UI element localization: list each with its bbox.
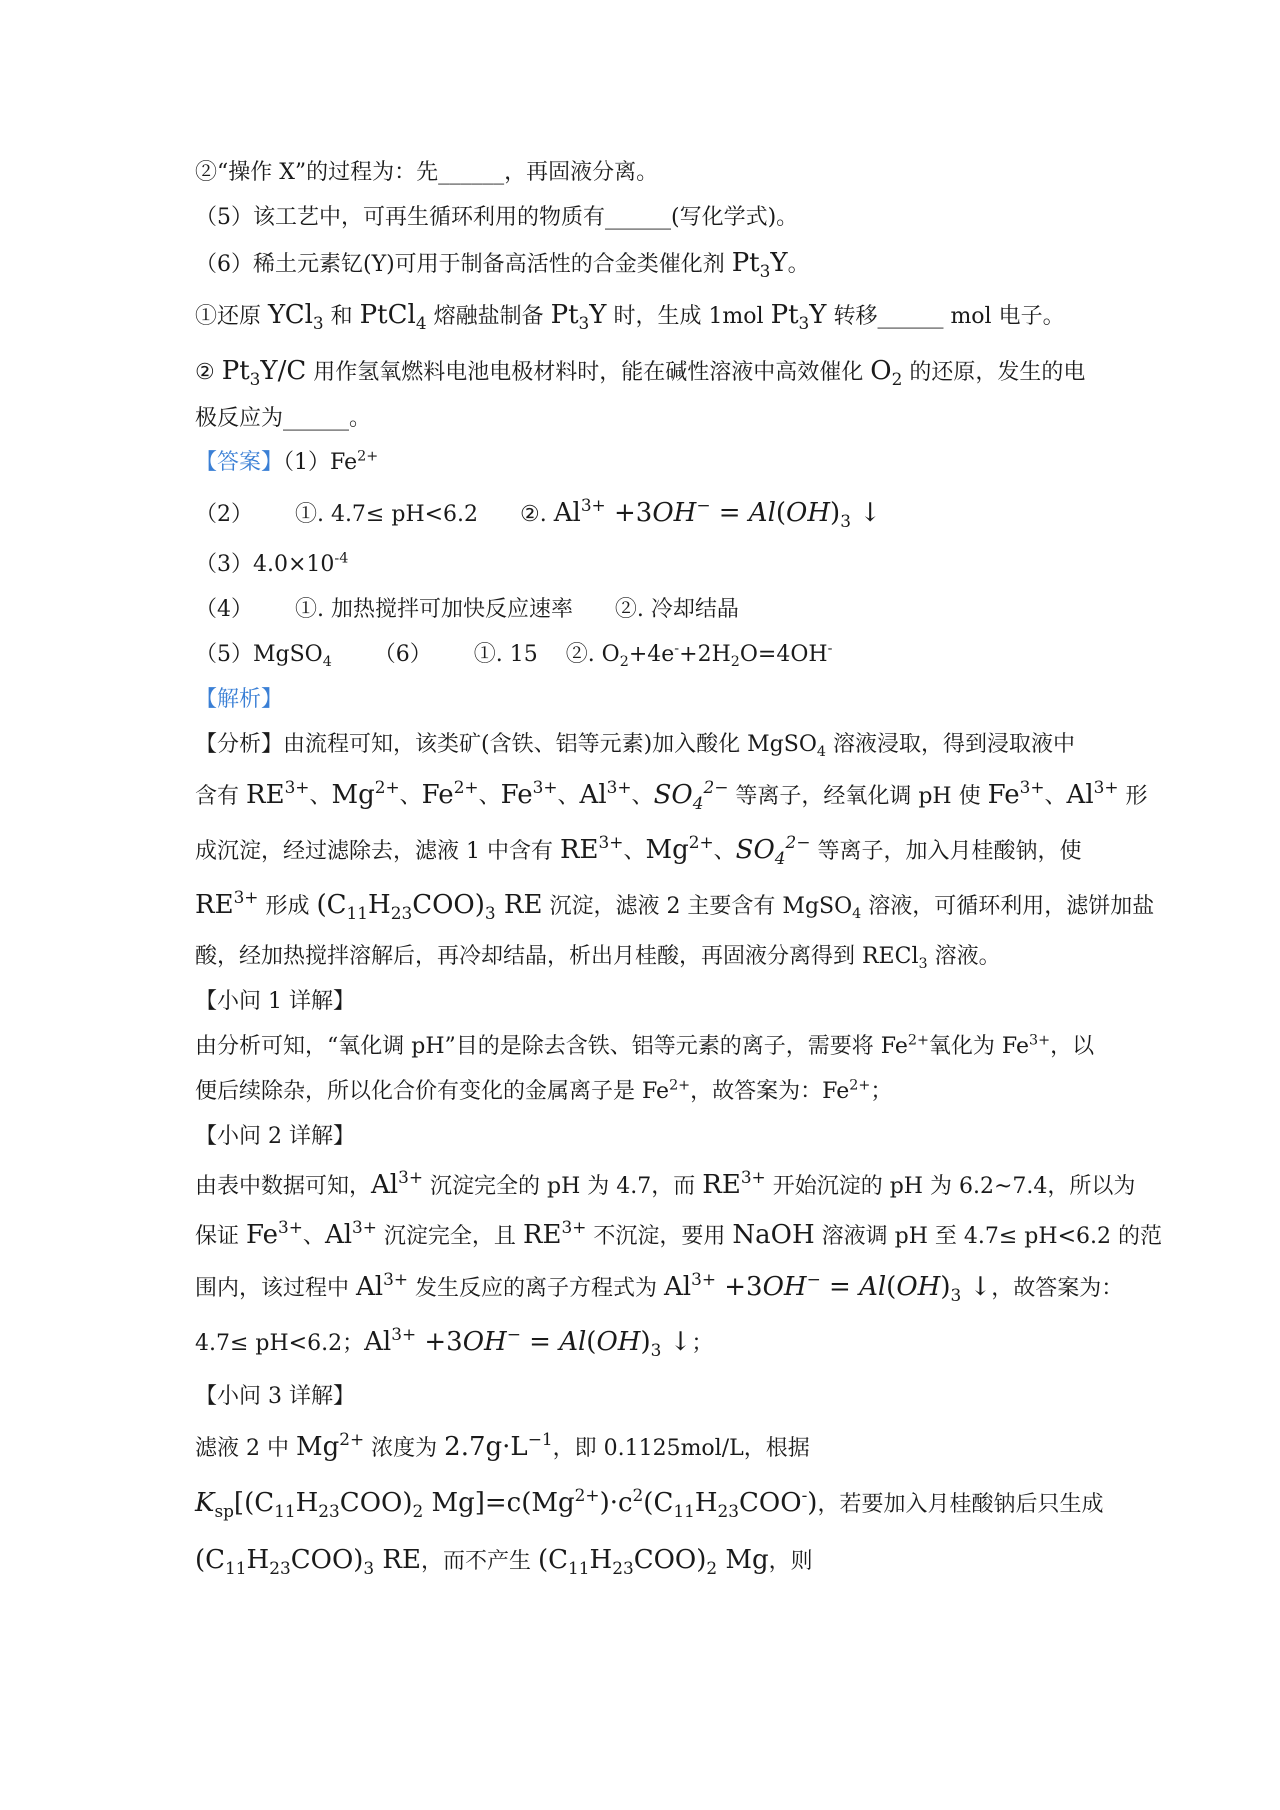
text-line: $(3)4.0\times 10^{-4}$	[195, 550, 349, 577]
text-line: 含有 $RE^{3+}$、$Mg^{2+}$、$Fe^{2+}$、$Fe^{3+}$、$Al^{3+}$、$SO_4^{2-}$ 等离子，经氧化调 pH 使 $Fe^{3+}$、$Al^{3+}$ 形	[195, 776, 1148, 813]
text-line: 极反应为______。	[195, 406, 372, 431]
text-line: 由表中数据可知，$Al^{3+}$ 沉淀完全的 pH 为 4.7，而 $RE^{3+}$ 开始沉淀的 pH 为 6.2~7.4，所以为	[195, 1166, 1136, 1200]
text-line: （5）该工艺中，可再生循环利用的物质有______(写化学式)。	[195, 205, 799, 230]
text-line: $K_{sp}[(C_{11}H_{23}COO)_2$ $Mg]=c(Mg^{2+})\cdot c^2(C_{11}H_{23}COO^-)$，若要加入月桂酸钠后只生成	[195, 1484, 1104, 1521]
text-line: 保证 $Fe^{3+}$、$Al^{3+}$ 沉淀完全，且 $RE^{3+}$ 不沉淀，要用 NaOH 溶液调 pH 至 4.7≤ pH<6.2 的范	[195, 1216, 1162, 1250]
text-line: 4.7≤ pH<6.2；$Al^{3+} +3OH^- = Al(OH)_3$ ↓；	[195, 1323, 714, 1360]
text-line: （6）稀土元素钇(Y)可用于制备高活性的合金类催化剂 $Pt_3Y$。	[195, 248, 810, 281]
text-line: （2） ①. 4.7≤ pH<6.2 ②. $Al^{3+} +3OH^- = Al(OH)_3$ ↓	[195, 494, 882, 531]
text-line: 滤液 2 中 $Mg^{2+}$ 浓度为 $2.7g\cdot L^{-1}$，即 0.1125mol/L，根据	[195, 1428, 810, 1462]
text-line: ①还原 YCl$_3$ 和 PtCl$_4$ 熔融盐制备 $Pt_3Y$ 时，生成 1mol $Pt_3Y$ 转移______ mol 电子。	[195, 300, 1065, 333]
text-line: ②“操作 X”的过程为：先______，再固液分离。	[195, 160, 659, 185]
text-line: $(C_{11}H_{23}COO)_3$ RE，而不产生 $(C_{11}H_{23}COO)_2$ Mg，则	[195, 1545, 813, 1578]
text-line: 成沉淀，经过滤除去，滤液 1 中含有 $RE^{3+}$、$Mg^{2+}$、$SO_4^{2-}$ 等离子，加入月桂酸钠，使	[195, 831, 1082, 868]
text-line: 便后续除杂，所以化合价有变化的金属离子是 $Fe^{2+}$，故答案为：$Fe^{2+}$；	[195, 1077, 893, 1104]
text-line: 围内，该过程中 $Al^{3+}$ 发生反应的离子方程式为 $Al^{3+} +3OH^- = Al(OH)_3$ ↓，故答案为：	[195, 1268, 1124, 1305]
text-line: 【解析】	[195, 687, 284, 712]
text-line: 【小问 1 详解】	[195, 989, 355, 1014]
text-line: 【答案】$(1)Fe^{2+}$	[195, 448, 379, 475]
text-line: （4） ①. 加热搅拌可加快反应速率 ②. 冷却结晶	[195, 597, 739, 622]
text-line: 由分析可知，“氧化调 pH”目的是除去含铁、铝等元素的离子，需要将 $Fe^{2+}$氧化为 $Fe^{3+}$，以	[195, 1032, 1095, 1059]
text-line: 酸，经加热搅拌溶解后，再冷却结晶，析出月桂酸，再固液分离得到 RECl$_3$ 溶液。	[195, 944, 1001, 972]
text-line: $RE^{3+}$ 形成 $(C_{11}H_{23}COO)_3$ RE 沉淀，滤液 2 主要含有 MgSO$_4$ 溶液，可循环利用，滤饼加盐	[195, 886, 1155, 923]
text-line: 【分析】由流程可知，该类矿(含铁、铝等元素)加入酸化 MgSO$_4$ 溶液浸取，得到浸取液中	[195, 732, 1075, 760]
text-line: 【小问 2 详解】	[195, 1124, 355, 1149]
text-line: 【小问 3 详解】	[195, 1384, 355, 1409]
text-line: （5）MgSO$_4$ （6） ①. 15 ②. $O_2+4e^-+2H_2O=4OH^-$	[195, 640, 833, 670]
text-line: ② $Pt_3Y/C$ 用作氢氧燃料电池电极材料时，能在碱性溶液中高效催化 $O_2$ 的还原，发生的电	[195, 356, 1086, 389]
